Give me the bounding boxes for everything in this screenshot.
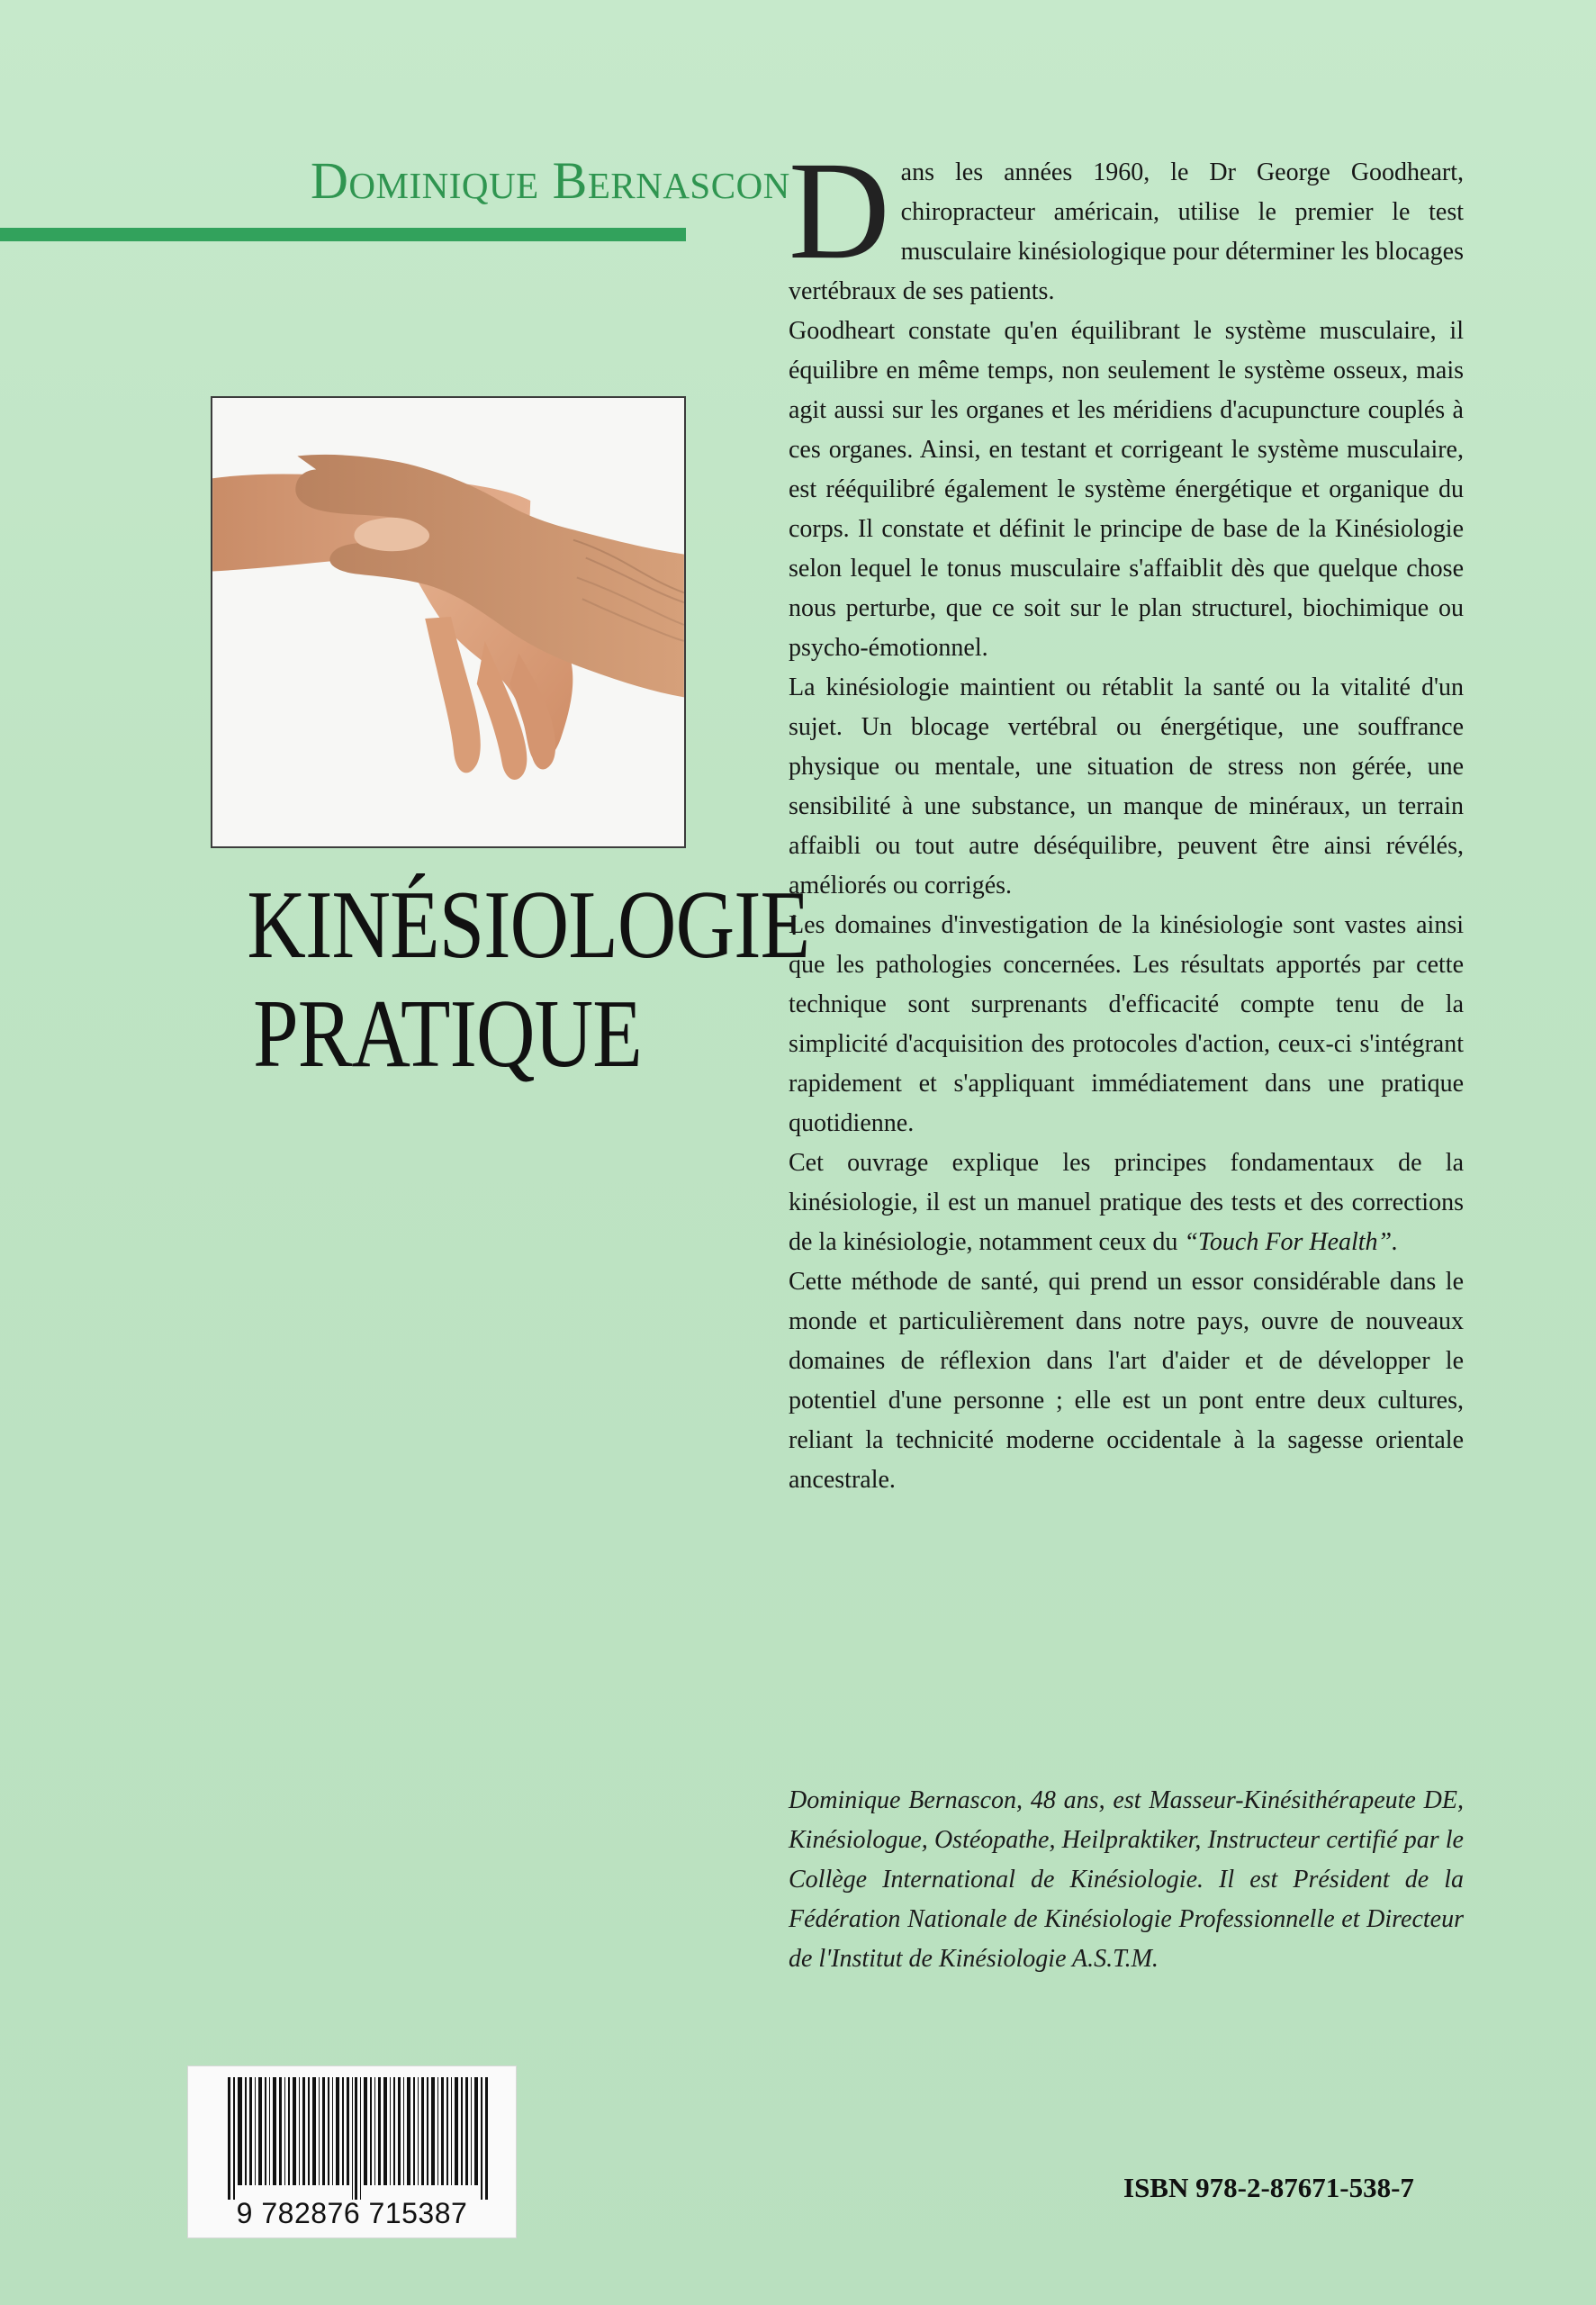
book-title <box>247 872 810 1089</box>
paragraph-4: Les domaines d'investigation de la kinésiologie sont vastes ainsi que les pathologies concernées. Les résultats apportés par cette technique sont surprenants d'efficacité compte tenu de la simplicité d'acquisition des protocoles d'action, ceux-ci s'intégrant rapidement et s'appliquant immédiatement dans une pratique quotidienne. <box>789 911 1464 1137</box>
paragraph-2: Goodheart constate qu'en équilibrant le système musculaire, il équilibre en même temps, non seulement le système osseux, mais agit aussi sur les organes et les méridiens d'acupuncture couplés à ces organes. Ainsi, en testant et corrigeant le système musculaire, est rééquilibré également le système énergétique et organique du corps. Il constate et définit le principe de base de la Kinésiologie selon lequel le tonus musculaire s'affaiblit dès que quelque chose nous perturbe, que ce soit sur le plan structurel, biochimique ou psycho-émotionnel. <box>789 317 1464 662</box>
barcode-number: 9 782876 715387 <box>236 2197 468 2229</box>
cover-photo <box>211 396 686 848</box>
drop-cap: D <box>789 132 890 288</box>
paragraph-1 <box>789 132 1464 312</box>
green-rule <box>0 228 686 241</box>
author-name: Dominique Bernascon <box>311 151 790 210</box>
paragraph-3: La kinésiologie maintient ou rétablit la santé ou la vitalité d'un sujet. Un blocage vertébral ou énergétique, une souffrance physique ou mentale, une situation de stress non gérée, une sensibilité à une substance, un manque de minéraux, un terrain affaibli ou tout autre déséquilibre, peuvent être ainsi révélés, améliorés ou corrigés. <box>789 673 1464 899</box>
description-text <box>789 132 1464 1500</box>
touch-for-health: “Touch For Health”. <box>1184 1228 1399 1256</box>
paragraph-5 <box>789 1143 1464 1262</box>
paragraph-1-text: ans les années 1960, le Dr George Goodheart, chiropracteur américain, utilise le premier le test musculaire kinésiologique pour déterminer les blocages vertébraux de ses patients. <box>789 158 1464 305</box>
hands-illustration <box>212 398 684 846</box>
barcode-box <box>187 2065 517 2238</box>
paragraph-6: Cette méthode de santé, qui prend un essor considérable dans le monde et particulièrement dans notre pays, ouvre de nouveaux domaines de réflexion dans l'art d'aider et de développer le potentiel d'une personne ; elle est un pont entre deux cultures, reliant la technicité moderne occidentale à la sagesse orientale ancestrale. <box>789 1268 1464 1494</box>
isbn: ISBN 978-2-87671-538-7 <box>1123 2172 1414 2203</box>
paragraph-5-text: Cet ouvrage explique les principes fondamentaux de la kinésiologie, il est un manuel pratique des tests et des corrections de la kinésiologie, notamment ceux du <box>789 1149 1464 1256</box>
title-line-2: PRATIQUE <box>253 980 642 1088</box>
title-line-1: KINÉSIOLOGIE <box>247 872 810 979</box>
barcode-icon <box>228 2077 489 2200</box>
author-bio: Dominique Bernascon, 48 ans, est Masseur-Kinésithérapeute DE, Kinésiologue, Ostéopathe, Heilpraktiker, Instructeur certifié par le Collège International de Kinésiologie. Il est Président de la Fédération Nationale de Kinésiologie Professionnelle et Directeur de l'Institut de Kinésiologie A.S.T.M. <box>789 1786 1464 1973</box>
